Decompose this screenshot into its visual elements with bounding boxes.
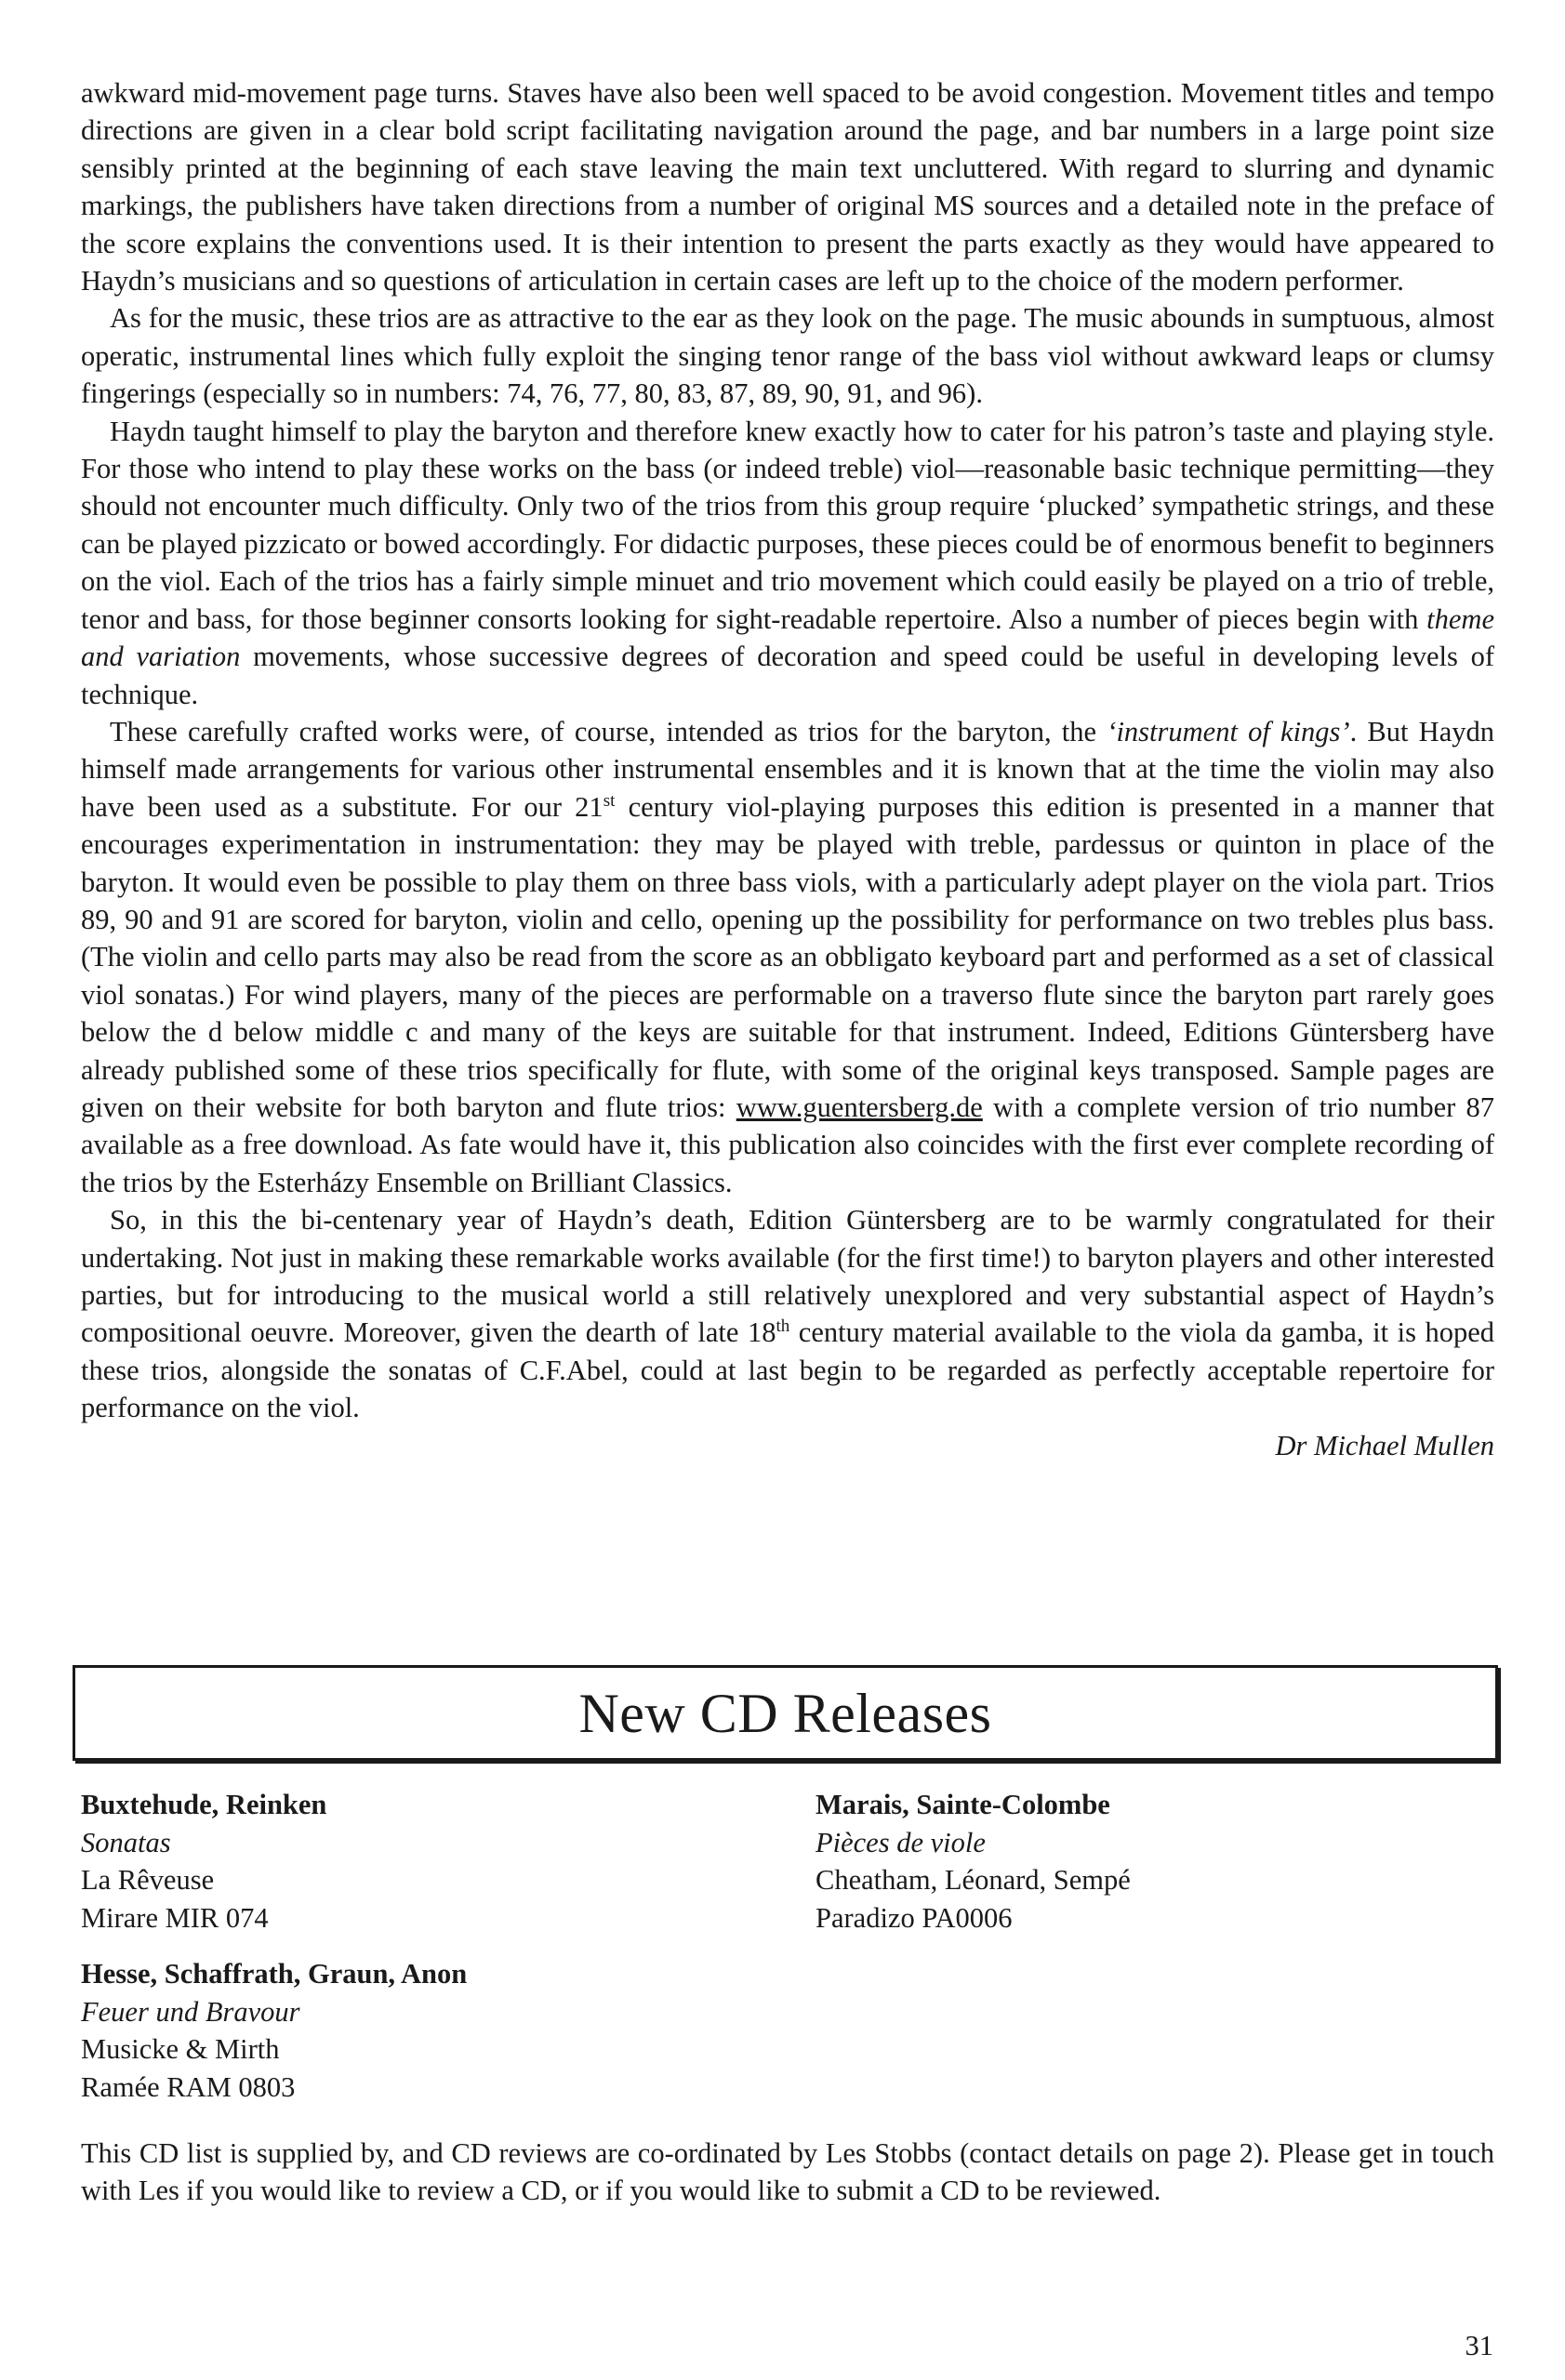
cd-entry xyxy=(816,1786,1131,1937)
author-signature: Dr Michael Mullen xyxy=(1275,1429,1494,1461)
review-body xyxy=(81,74,1494,1427)
paragraph-4-text-b: . But Haydn himself made arrangements for various other instrumental ensembles and it is known that at the time the violin may also have been used as a substitute. For our 21 xyxy=(81,715,1494,823)
paragraph-4-italic: ‘instrument of kings’ xyxy=(1107,715,1350,747)
paragraph-3-italic: theme and variation xyxy=(81,602,1494,673)
cd-list-right xyxy=(816,1786,1131,1955)
website-link[interactable]: www.guentersberg.de xyxy=(736,1091,983,1123)
paragraph-3 xyxy=(81,413,1494,713)
paragraph-5 xyxy=(81,1201,1494,1426)
paragraph-3-text-b: movements, whose successive degrees of decoration and speed could be useful in developing levels of technique. xyxy=(81,641,1494,710)
paragraph-5-superscript: th xyxy=(776,1316,790,1337)
paragraph-2 xyxy=(81,299,1494,412)
cd-title: Feuer und Bravour xyxy=(81,1995,300,2028)
paragraph-4 xyxy=(81,713,1494,1201)
paragraph-1 xyxy=(81,74,1494,299)
cd-artist: Hesse, Schaffrath, Graun, Anon xyxy=(81,1958,468,1990)
cd-label: Ramée RAM 0803 xyxy=(81,2070,296,2103)
section-heading-box xyxy=(73,1665,1498,1761)
cd-list-left xyxy=(81,1786,467,2124)
cd-list-note: This CD list is supplied by, and CD reviews are co-ordinated by Les Stobbs (contact details on page 2). Please get in touch with Les if you would like to review a CD, or if you would like to submit a CD to be reviewed. xyxy=(81,2137,1494,2207)
cd-label: Paradizo PA0006 xyxy=(816,1901,1013,1934)
paragraph-5-text-b: century material available to the viola da gamba, it is hoped these trios, alongside the sonatas of C.F.Abel, could at last begin to be regarded as perfectly acceptable repertoire for performance on the viol. xyxy=(81,1316,1494,1424)
section-title: New CD Releases xyxy=(578,1682,992,1744)
cd-performers: La Rêveuse xyxy=(81,1864,215,1896)
cd-title: Pièces de viole xyxy=(816,1826,986,1858)
paragraph-4-text-a: These carefully crafted works were, of course, intended as trios for the baryton, the xyxy=(110,715,1107,747)
cd-artist: Marais, Sainte-Colombe xyxy=(816,1789,1110,1820)
cd-performers: Musicke & Mirth xyxy=(81,2033,280,2065)
cd-artist: Buxtehude, Reinken xyxy=(81,1789,327,1820)
paragraph-3-text-a: Haydn taught himself to play the baryton and therefore knew exactly how to cater for his patron’s taste and playing style. For those who intend to play these works on the bass (or indeed treble) viol—reasonable basic technique permitting—they should not encounter much difficulty. Only two of the trios from this group require ‘plucked’ sympathetic strings, and these can be played pizzicato or bowed accordingly. For didactic purposes, these pieces could be of enormous benefit to beginners on the viol. Each of the trios has a fairly simple minuet and trio movement which could easily be played on a trio of treble, tenor and bass, for those beginner consorts looking for sight-readable repertoire. Also a number of pieces begin with xyxy=(81,415,1494,635)
paragraph-4-text-d: with a complete version of trio number 87 available as a free download. As fate would have it, this publication also coincides with the first ever complete recording of the trios by the Esterházy Ensemble on Brilliant Classics. xyxy=(81,1091,1495,1198)
article-column xyxy=(81,74,1494,1464)
paragraph-2-text: As for the music, these trios are as attractive to the ear as they look on the page. The music abounds in sumptuous, almost operatic, instrumental lines which fully exploit the singing tenor range of the bass viol without awkward leaps or clumsy fingerings (especially so in numbers: 74, 76, 77, 80, 83, 87, 89, 90, 91, and 96). xyxy=(81,302,1494,410)
paragraph-5-text-a: So, in this the bi-centenary year of Haydn’s death, Edition Güntersberg are to be warmly congratulated for their undertaking. Not just in making these remarkable works available (for the first time!) to baryton players and other interested parties, but for introducing to the musical world a still relatively unexplored and very substantial aspect of Haydn’s compositional oeuvre. Moreover, given the dearth of late 18 xyxy=(81,1204,1494,1349)
cd-title: Sonatas xyxy=(81,1826,171,1858)
paragraph-4-text-c: century viol-playing purposes this edition is presented in a manner that encourages experimentation in instrumentation: they may be played with treble, pardessus or quinton in place of the baryton. It would even be possible to play them on three bass viols, with a particularly adept player on the viola part. Trios 89, 90 and 91 are scored for baryton, violin and cello, opening up the possibility for performance on two trebles plus bass. (The violin and cello parts may also be read from the score as an obbligato keyboard part and performed as a set of classical viol sonatas.) For wind players, many of the pieces are performable on a traverso flute since the baryton part rarely goes below the d below middle c and many of the keys are suitable for that instrument. Indeed, Editions Güntersberg have already published some of these trios specifically for flute, with some of the original keys transposed. Sample pages are given on their website for both baryton and flute trios: xyxy=(81,790,1494,1123)
cd-performers: Cheatham, Léonard, Sempé xyxy=(816,1864,1131,1896)
page-number: 31 xyxy=(1465,2330,1493,2361)
cd-entry xyxy=(81,1786,467,1937)
cd-label: Mirare MIR 074 xyxy=(81,1901,269,1934)
paragraph-4-superscript: st xyxy=(603,790,616,811)
paragraph-1-text: awkward mid-movement page turns. Staves have also been well spaced to be avoid congestion. Movement titles and tempo directions are given in a clear bold script facilitating navigation around the page, and bar numbers in a large point size sensibly printed at the beginning of each stave leaving the main text uncluttered. With regard to slurring and dynamic markings, the publishers have taken directions from a number of original MS sources and a detailed note in the preface of the score explains the conventions used. It is their intention to present the parts exactly as they would have appeared to Haydn’s musicians and so questions of articulation in certain cases are left up to the choice of the modern performer. xyxy=(81,77,1494,298)
cd-entry xyxy=(81,1955,467,2106)
